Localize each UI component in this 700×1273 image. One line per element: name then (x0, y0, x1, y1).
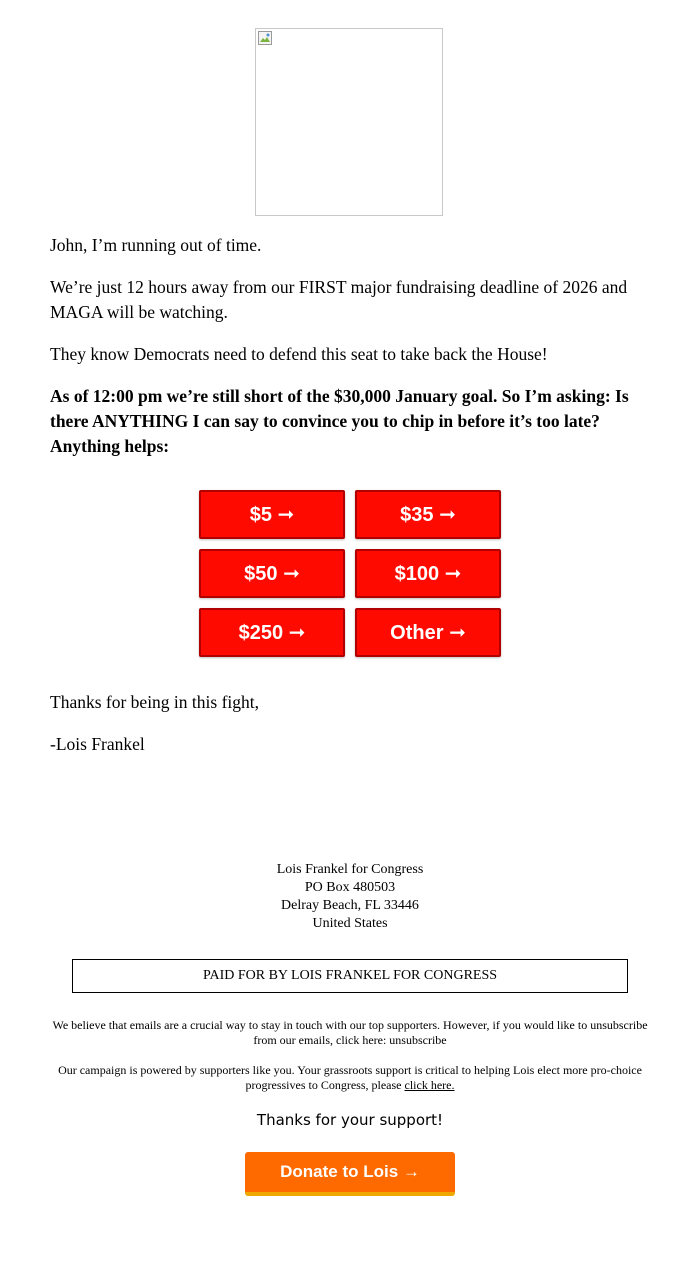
paragraph-ask: As of 12:00 pm we’re still short of the $30,000 January goal. So I’m asking: Is there ANYTHING I can say to convince you to chip in before it’s too late? Anything helps: (50, 386, 629, 456)
address-line: Lois Frankel for Congress (276, 862, 424, 877)
donate-35-button[interactable]: $35 ➞ (355, 490, 501, 539)
address-line: United States (312, 916, 388, 931)
paid-for-disclaimer: PAID FOR BY LOIS FRANKEL FOR CONGRESS (72, 959, 628, 993)
thanks-for-support: Thanks for your support! (256, 1111, 444, 1129)
donate-to-lois-button[interactable]: Donate to Lois → (245, 1152, 455, 1196)
footer-address (0, 861, 700, 933)
donate-50-button[interactable]: $50 ➞ (199, 549, 345, 598)
closing-line: Thanks for being in this fight, (50, 692, 260, 712)
donate-other-button[interactable]: Other ➞ (355, 608, 501, 657)
paragraph-deadline: We’re just 12 hours away from our FIRST major fundraising deadline of 2026 and MAGA will be watching. (50, 277, 628, 322)
support-note-text: Our campaign is powered by supporters like you. Your grassroots support is critical to helping Lois elect more pro-choice progressives to Congress, please (58, 1063, 642, 1092)
address-line: PO Box 480503 (304, 880, 396, 895)
donate-100-button[interactable]: $100 ➞ (355, 549, 501, 598)
support-note (50, 1063, 650, 1093)
donate-250-button[interactable]: $250 ➞ (199, 608, 345, 657)
paragraph-house: They know Democrats need to defend this seat to take back the House! (50, 344, 548, 364)
broken-image-icon (258, 31, 272, 45)
donate-5-button[interactable]: $5 ➞ (199, 490, 345, 539)
address-line: Delray Beach, FL 33446 (281, 898, 419, 913)
signature: -Lois Frankel (50, 734, 145, 754)
header-image (255, 28, 443, 216)
click-here-link[interactable]: click here. (404, 1078, 455, 1092)
unsubscribe-note[interactable]: We believe that emails are a crucial way to stay in touch with our top supporters. However, if you would like to unsubscribe from our emails, click here: unsubscribe (52, 1018, 648, 1047)
greeting: John, I’m running out of time. (50, 235, 262, 255)
donation-button-grid (199, 490, 501, 657)
